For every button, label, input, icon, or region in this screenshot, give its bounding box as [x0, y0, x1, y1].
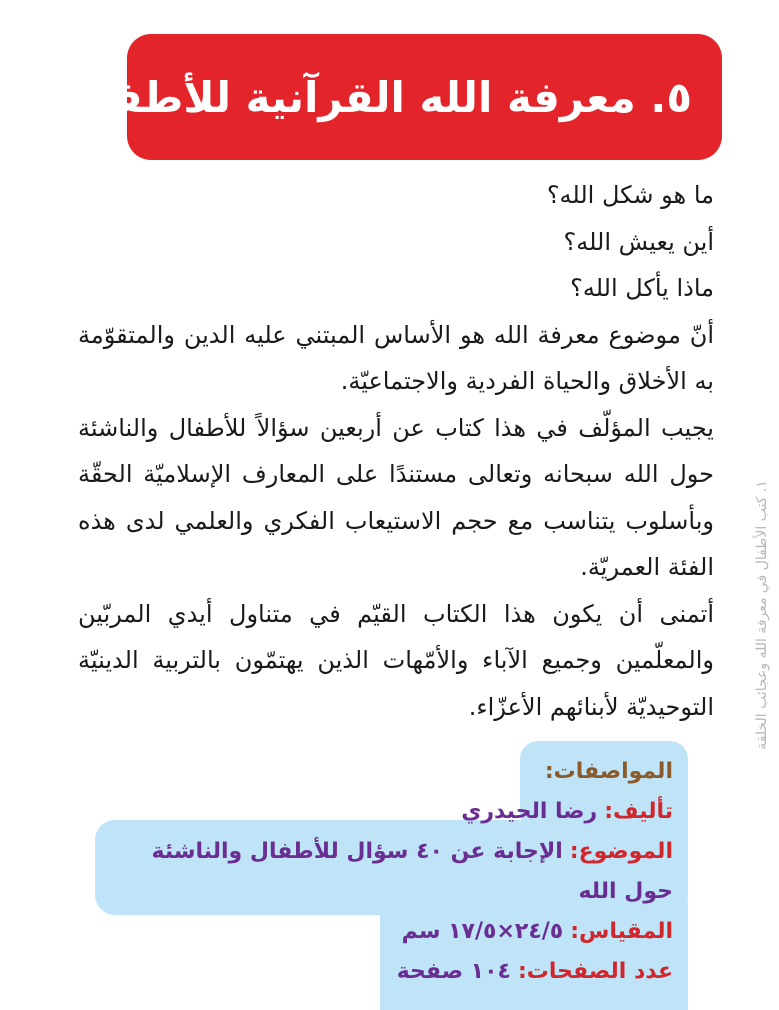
spec-size-key: المقياس:: [570, 919, 673, 944]
spec-heading-line: [100, 752, 673, 792]
spec-pages-line: [100, 952, 673, 992]
question-shape: ما هو شكل الله؟: [546, 181, 714, 209]
spec-pages-key: عدد الصفحات:: [517, 959, 673, 984]
spec-author-line: [100, 792, 673, 832]
side-footnote-text: ١. كتب الأطفال في معرفة الله وعجائب الخلقة: [754, 480, 770, 750]
specifications: [100, 752, 673, 992]
paragraph-intro: أنّ موضوع معرفة الله هو الأساس المبتني عليه الدين والمتقوّمة به الأخلاق والحياة الفردية والاجتماعيّة.: [78, 320, 714, 395]
paragraph-author: يجيب المؤلّف في هذا كتاب عن أربعين سؤالاً للأطفال والناشئة حول الله سبحانه وتعالى مستندًا على المعارف الإسلاميّة الحقّة وبأسلوب يتناسب مع حجم الاستيعاب الفكري والعلمي لدى هذه الفئة العمريّة.: [78, 413, 714, 581]
spec-pages-value: ١٠٤ صفحة: [396, 959, 511, 984]
spec-size-value: ٢٤/٥×١٧/٥ سم: [401, 919, 564, 944]
spec-topic-value: الإجابة عن ٤٠ سؤال للأطفال والناشئة حول الله: [151, 839, 673, 904]
spec-author-key: تأليف:: [604, 799, 673, 824]
spec-topic-key: الموضوع:: [569, 839, 673, 864]
spec-heading: المواصفات:: [544, 759, 673, 784]
spec-size-line: [100, 912, 673, 952]
side-footnote: [752, 400, 772, 830]
question-eat: ماذا يأكل الله؟: [570, 274, 714, 302]
body-text: [78, 172, 714, 730]
title-banner: [61, 34, 722, 160]
spec-author-value: رضا الحيدري: [461, 799, 598, 824]
page-title: ٥. معرفة الله القرآنية للأطفال: [61, 72, 692, 122]
question-live: أين يعيش الله؟: [563, 227, 714, 256]
spec-topic-line: [100, 832, 673, 912]
paragraph-wish: أتمنى أن يكون هذا الكتاب القيّم في متناول أيدي المربّين والمعلّمين وجميع الآباء والأمّهات الذين يهتمّون بالتربية الدينيّة التوحيديّة لأبنائهم الأعزّاء.: [78, 599, 714, 721]
